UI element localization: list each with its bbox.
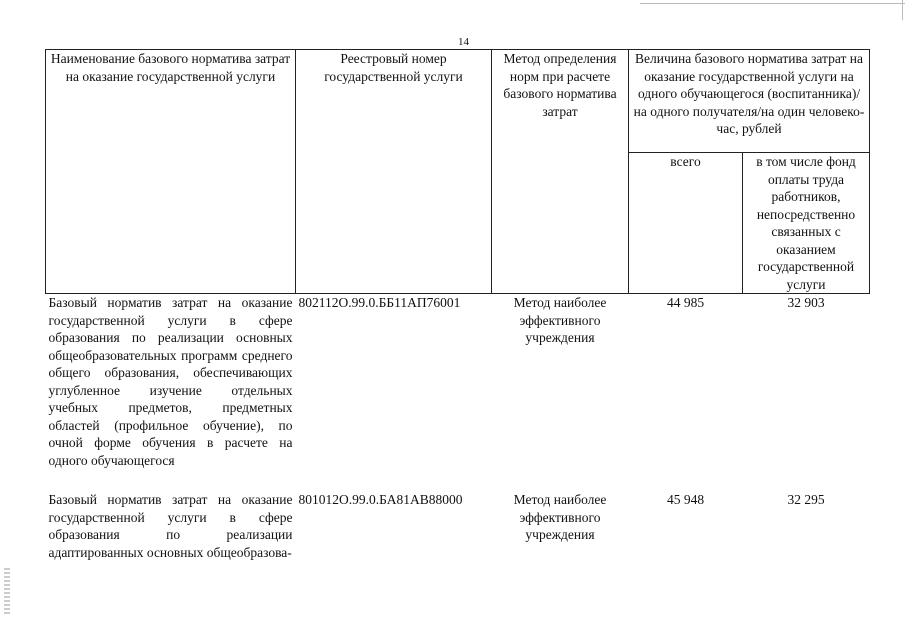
header-value: Величина базового норматива затрат на оказание государственной услуги на одного обучающегося (воспитанника)/на одного получателя/на один человеко-час, рублей	[629, 50, 870, 153]
header-total: всего	[629, 153, 743, 294]
row-method: Метод наиболее эффективного учреждения	[513, 492, 607, 542]
table-row	[46, 491, 870, 561]
scan-margin-mark	[4, 568, 10, 616]
page-number: 14	[458, 36, 469, 48]
row-total: 44 985	[666, 295, 705, 310]
row-wages: 32 903	[787, 295, 825, 310]
header-wages: в том числе фонд оплаты труда работников, непосредственно связанных с оказанием государственной услуги	[743, 153, 870, 294]
row-method: Метод наиболее эффективного учреждения	[513, 295, 607, 345]
row-name: Базовый норматив затрат на оказание государственной услуги в сфере образования по реализации адаптированных основных общеобразова-	[48, 492, 293, 560]
row-name: Базовый норматив затрат на оказание государственной услуги в сфере образования по реализации основных общеобразовательных программ среднего общего образования, обеспечивающих углубленное изучение отдельных учебных предметов, предметных областей (профильное обучение), по очной форме обучения в расчете на одного обучающегося	[48, 295, 293, 468]
table-row	[46, 294, 870, 470]
scan-edge-line-right	[902, 0, 903, 20]
norms-table	[45, 49, 870, 561]
row-total: 45 948	[666, 492, 705, 507]
header-method: Метод определения норм при расчете базового норматива затрат	[492, 50, 629, 294]
row-registry: 802112О.99.0.ББ11АП76001	[298, 295, 461, 310]
row-gap	[46, 469, 870, 491]
header-row	[46, 50, 870, 153]
row-registry: 801012О.99.0.БА81АВ88000	[298, 492, 463, 507]
header-registry: Реестровый номер государственной услуги	[296, 50, 492, 294]
row-wages: 32 295	[787, 492, 825, 507]
scan-edge-line	[640, 3, 905, 4]
header-name: Наименование базового норматива затрат на оказание государственной услуги	[46, 50, 296, 294]
